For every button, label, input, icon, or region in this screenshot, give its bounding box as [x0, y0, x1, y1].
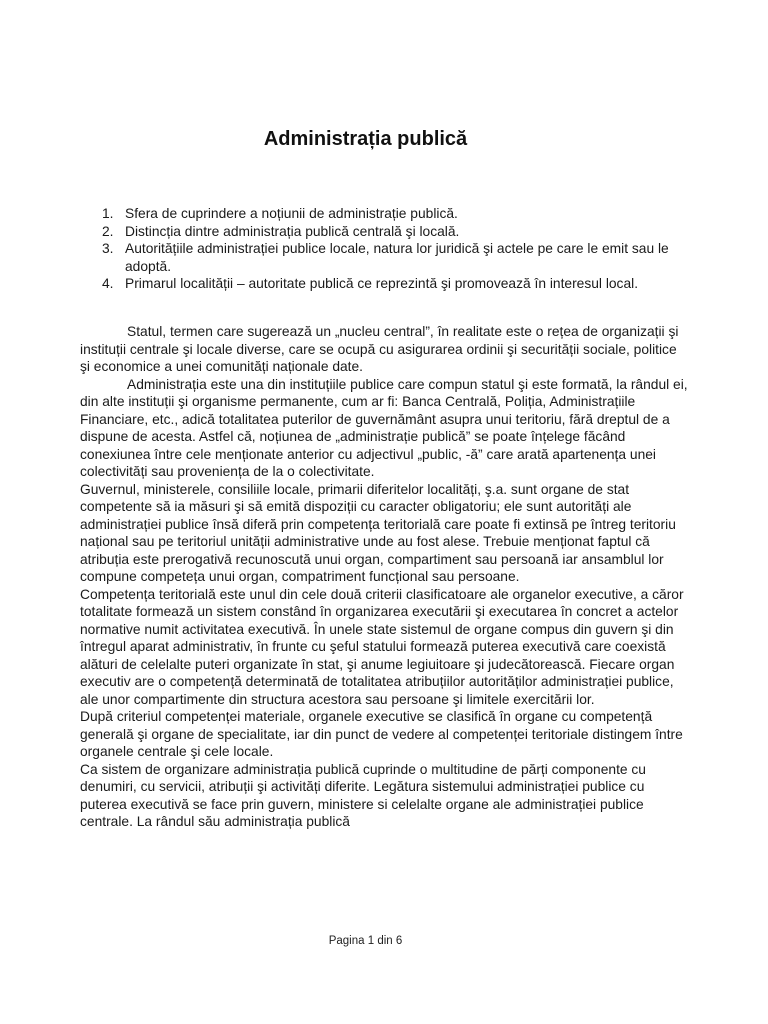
- paragraph: Guvernul, ministerele, consiliile locale, primarii diferitelor localități, ş.a. sunt organe de stat competente să ia măsuri şi să emită dispoziții cu caracter obligatoriu; ele sunt autorități ale administrației publice însă diferă prin competența teritorială care poate fi extinsă pe întreg teritoriu național sau pe teritoriul unității administrative unde au fost alese. Trebuie menționat faptul că atribuția este prerogativă recunoscută unui organ, compartiment sau persoană iar ansamblul lor compune competeța unui organ, compatriment funcțional sau persoane.: [80, 481, 676, 584]
- list-item-text: Autoritățiile administrației publice locale, natura lor juridică şi actele pe care le emit sau le adoptă.: [125, 241, 669, 274]
- list-item-text: Primarul localității – autoritate publică ce reprezintă şi promovează în interesul local.: [125, 276, 639, 291]
- paragraph: După criteriul competenței materiale, organele executive se clasifică în organe cu competență generală şi organe de specialitate, iar din punct de vedere al competenței teritoriale distingem între organele centrale şi cele locale.: [80, 709, 683, 759]
- page-footer: Pagina 1 din 6: [328, 935, 403, 947]
- list-item: [80, 223, 690, 241]
- list-item-number: 1.: [102, 206, 114, 221]
- paragraph: Statul, termen care sugerează un „nucleu central”, în realitate este o rețea de organizații şi instituții centrale şi locale diverse, care se ocupă cu asigurarea ordinii şi securității sociale, politice şi economice a unei comunități naționale date.: [80, 324, 679, 374]
- paragraph: Ca sistem de organizare administrația publică cuprinde o multitudine de părți componente cu denumiri, cu servicii, atribuții şi activități diferite. Legătura sistemului administrației publice cu puterea executivă se face prin guvern, ministere si celelalte organe ale administrației publice centrale. La rândul său administrația publică: [80, 761, 646, 829]
- list-item: [80, 240, 690, 275]
- list-item-text: Distincția dintre administrația publică centrală şi locală.: [125, 223, 460, 239]
- paragraph: Competența teritorială este unul din cele două criterii clasificatoare ale organelor executive, a căror totalitate formează un sistem constând în organizarea executării şi executarea în concret a actelor normative numit activitatea executivă. În unele state sistemul de organe compus din guvern şi din întregul aparat administrativ, în frunte cu şeful statului formează puterea executivă care coexistă alături de celelalte puteri organizate în stat, şi anume legiuitoare şi judecătorească. Fiecare organ executiv are o competență determinată de totalitatea atribuțiilor autorităților administrației publice, ale unor compartimente din structura acestora sau persoane şi limitele exercitării lor.: [80, 586, 684, 707]
- page-title: Administrația publică: [263, 128, 468, 150]
- list-item: [80, 205, 690, 223]
- paragraph: Administrația este una din instituțiile publice care compun statul şi este formată, la rândul ei, din alte instituții şi organisme permanente, cum ar fi: Banca Centrală, Poliția, Administrațiile Financiare, etc., adică totalitatea puterilor de guvernământ asupra unui teritoriu, fără dreptul de a dispune de acesta. Astfel că, noțiunea de „administrație publică” se poate înțelege făcând conexiunea între cele menționate anterior cu adjectivul „public, -ă” care arată apartenența unei colectivități sau proveniența de la o colectivitate.: [80, 376, 688, 479]
- list-item: [80, 275, 690, 293]
- topic-list: [80, 205, 690, 293]
- body-text: [80, 323, 690, 831]
- list-item-number: 2.: [102, 223, 114, 239]
- list-item-text: Sfera de cuprindere a noțiunii de administrație publică.: [125, 206, 458, 221]
- list-item-number: 4.: [102, 276, 114, 291]
- list-item-number: 3.: [102, 241, 114, 256]
